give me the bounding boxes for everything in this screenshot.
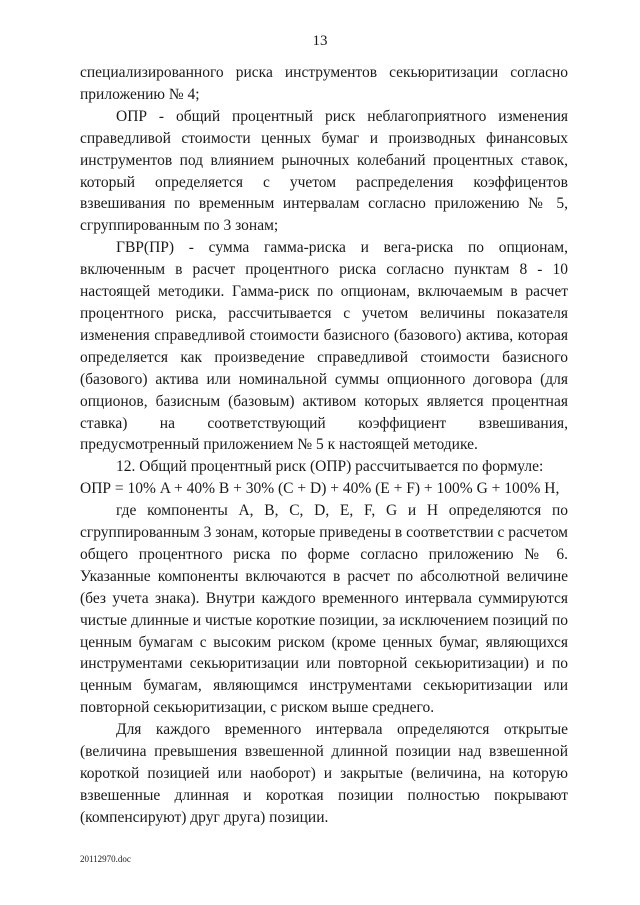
page-number: 13 bbox=[312, 33, 328, 49]
paragraph-gvr-definition: ГВР(ПР) - сумма гамма-риска и вега-риска по опционам, включенным в расчет процентного риска согласно пунктам 8 - 10 настоящей методики. Гамма-риск по опционам, включаемым в расчет процентного риска, рассчитывается с учетом величины показателя изменения справедливой стоимости базисного (базового) актива, которая определяется как произведение справедливой стоимости базисного (базового) актива или номинальной суммы опционного договора (для опционов, базисным (базовым) активом которых является процентная ставка) на соответствующий коэффициент взвешивания, предусмотренный приложением № 5 к настоящей методике. bbox=[80, 239, 568, 454]
footer-file-name: 20112970.doc bbox=[80, 854, 131, 864]
paragraph-open-closed-positions: Для каждого временного интервала определяются открытые (величина превышения взвешенной длинной позиции над взвешенной короткой позицией или наоборот) и закрытые (величина, на которую взвешенные длинная и короткая позиции полностью покрывают (компенсируют) друг друга) позиции. bbox=[80, 721, 568, 826]
formula: ОПР = 10% A + 40% B + 30% (C + D) + 40% (E + F) + 100% G + 100% H, bbox=[80, 480, 560, 498]
paragraph-opr-definition: ОПР - общий процентный риск неблагоприятного изменения справедливой стоимости ценных бумаг и производных финансовых инструментов под влиянием рыночных колебаний процентных ставок, который определяется с учетом распределения коэффицентов взвешивания по временным интервалам согласно приложению № 5, сгруппированным по 3 зонам; bbox=[80, 107, 568, 235]
document-body bbox=[80, 62, 568, 829]
paragraph-special-risk: специализированного риска инструментов секьюритизации согласно приложению № 4; bbox=[80, 64, 568, 103]
paragraph-components: где компоненты A, B, C, D, E, F, G и H определяются по сгруппированным 3 зонам, которые приведены в соответствии с расчетом общего процентного риска по форме согласно приложению № 6. Указанные компоненты включаются в расчет по абсолютной величине (без учета знака). Внутри каждого временного интервала суммируются чистые длинные и чистые короткие позиции, за исключением позиций по ценным бумагам с высоким риском (кроме ценных бумаг, являющихся инструментами секьюритизации или повторной секьюритизации) и по ценным бумагам, являющимся инструментами секьюритизации или повторной секьюритизации, с риском выше среднего. bbox=[80, 502, 568, 717]
paragraph-formula-intro: 12. Общий процентный риск (ОПР) рассчитывается по формуле: bbox=[116, 458, 544, 476]
